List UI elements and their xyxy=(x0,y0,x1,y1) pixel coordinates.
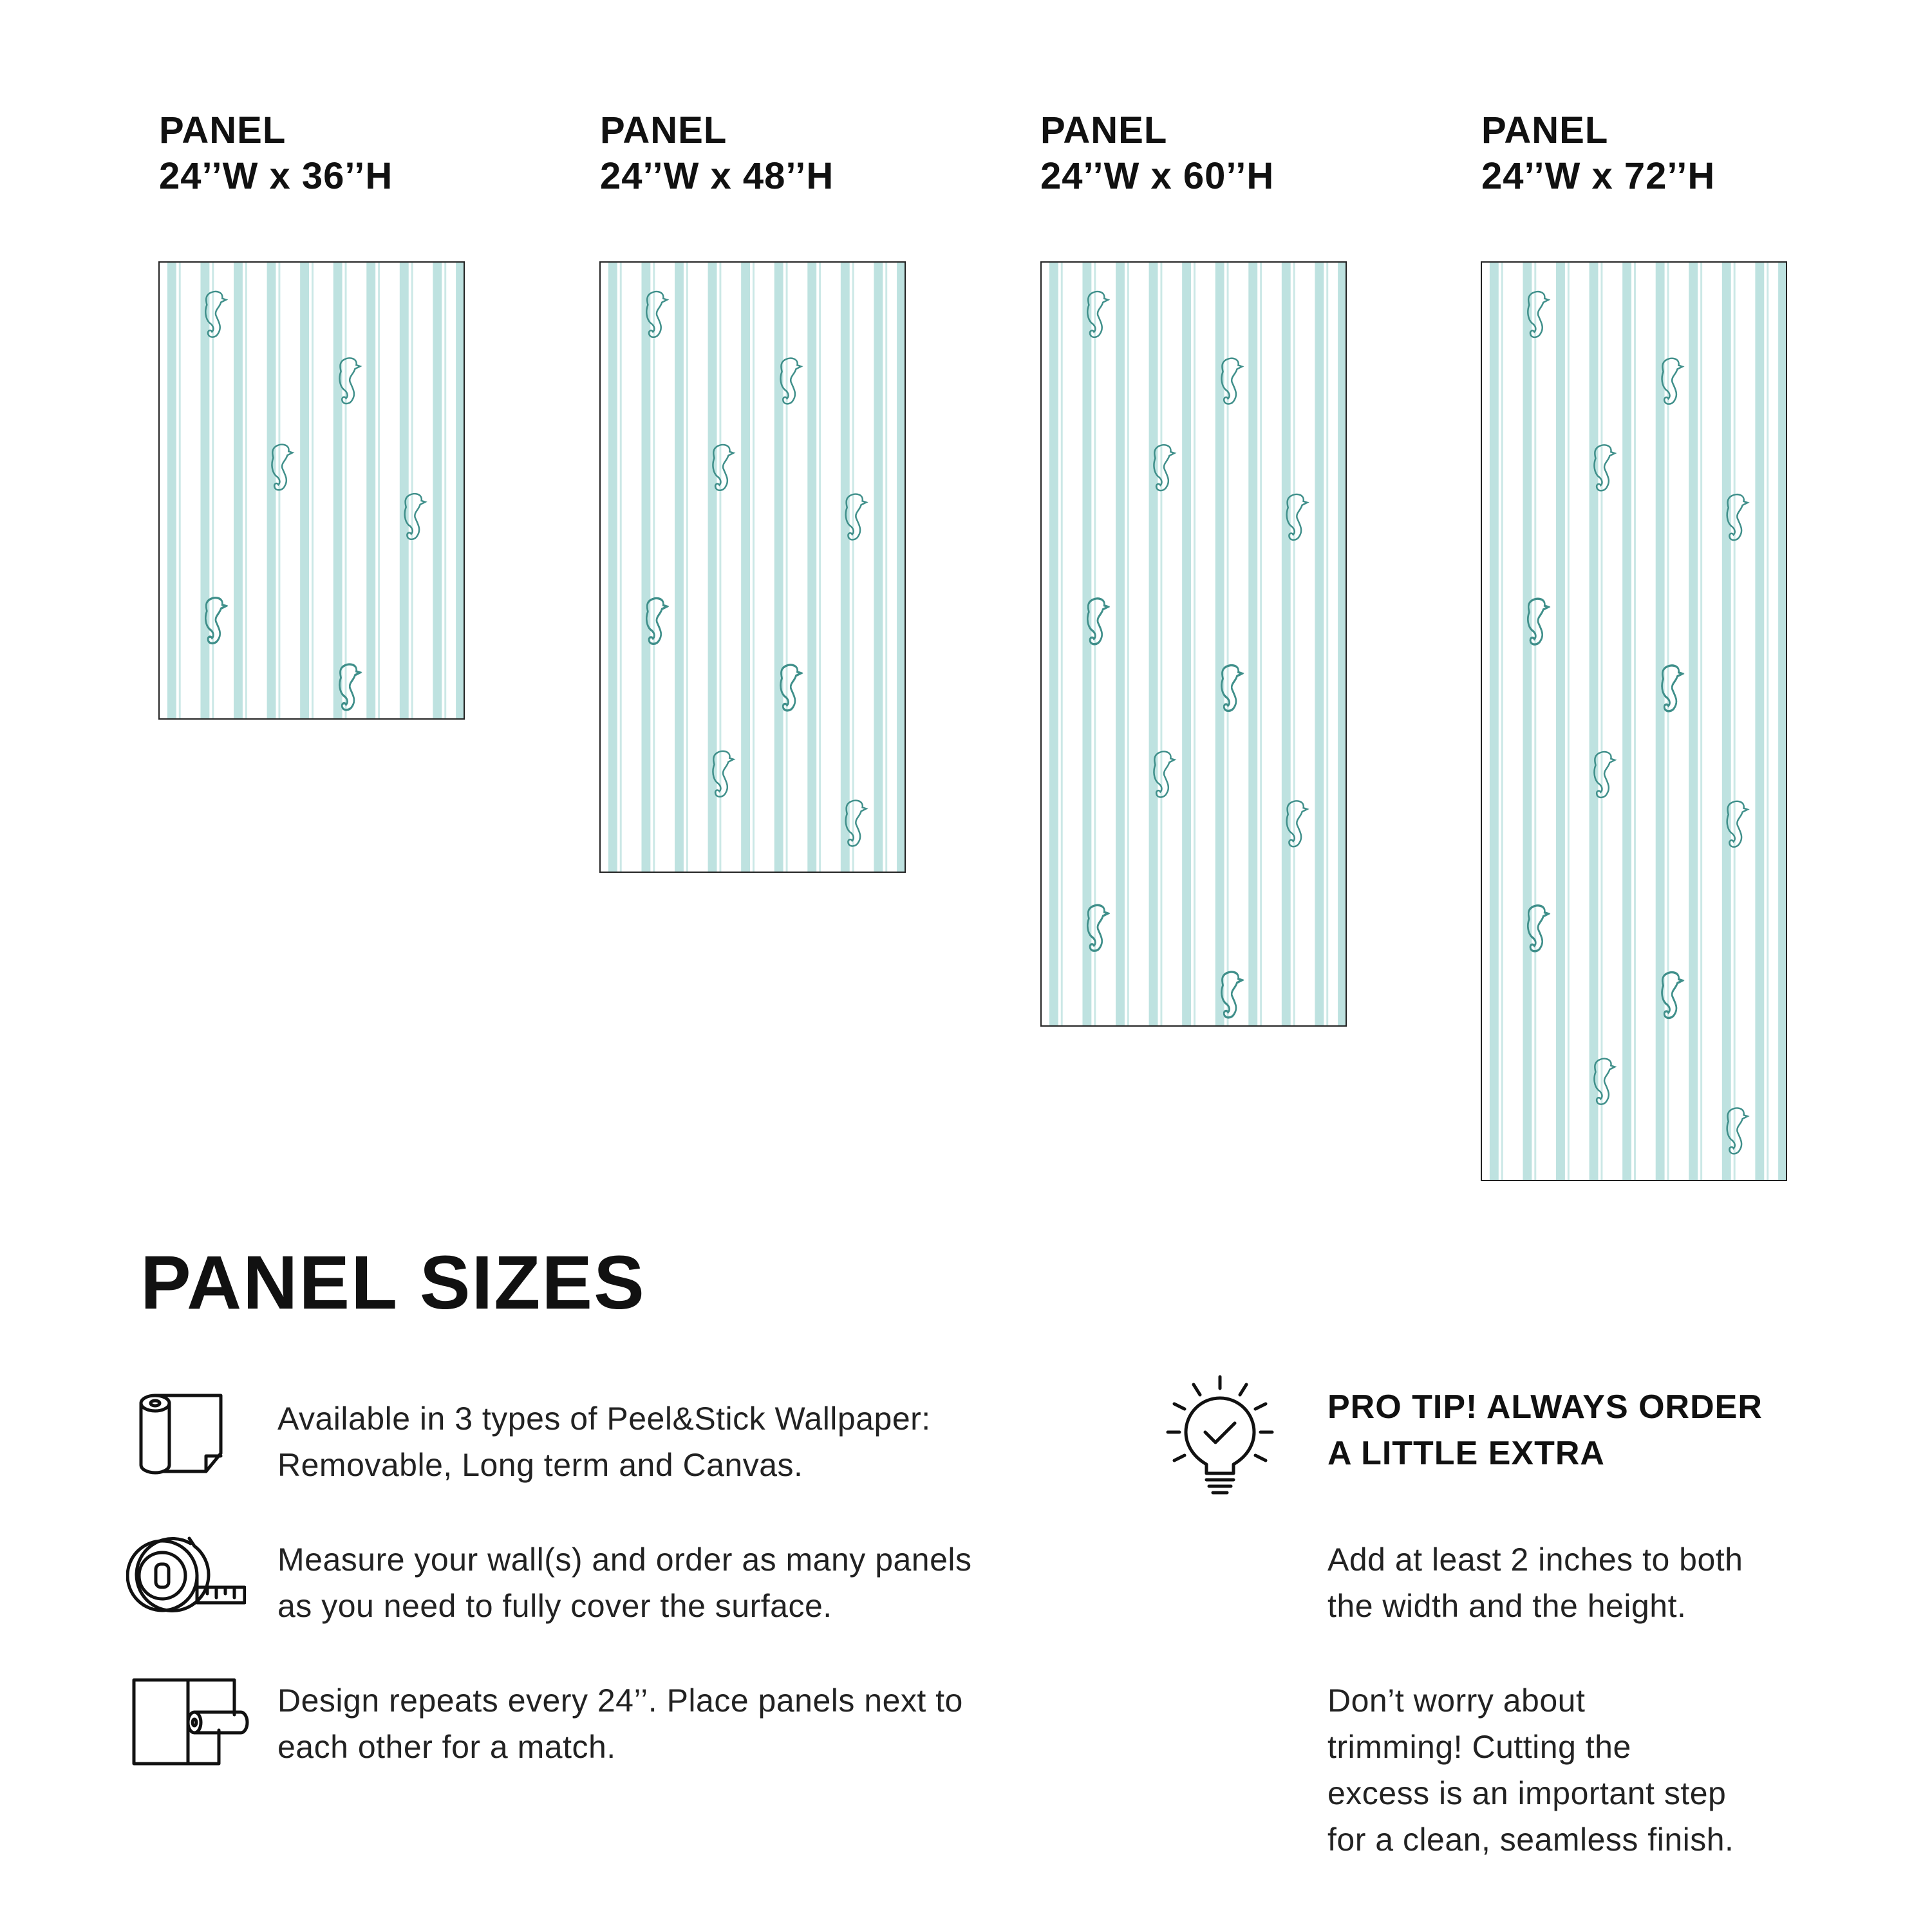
feature-line: Measure your wall(s) and order as many panels xyxy=(277,1542,972,1578)
panel-swatch-36 xyxy=(158,261,465,720)
stripe-thin xyxy=(753,263,755,872)
stripe xyxy=(1315,263,1324,1025)
pro-tip-line: trimming! Cutting the xyxy=(1327,1729,1631,1765)
stripe xyxy=(1778,263,1786,1180)
stripe xyxy=(1590,263,1599,1180)
stripe-thin xyxy=(1600,263,1602,1180)
seahorse-motif xyxy=(1222,971,1243,1017)
seahorse-stripe-pattern xyxy=(1482,263,1786,1180)
stripe xyxy=(1182,263,1191,1025)
pro-tip-title-line: PRO TIP! ALWAYS ORDER xyxy=(1327,1388,1763,1426)
tape-measure-icon xyxy=(126,1531,246,1614)
stripe xyxy=(1656,263,1665,1180)
seahorse-motif xyxy=(1662,665,1683,711)
wallpaper-roll-icon xyxy=(134,1389,224,1479)
stripe xyxy=(608,263,617,872)
seahorse-motif xyxy=(340,358,361,404)
panel-repeat-icon xyxy=(131,1676,251,1766)
stripe-thin xyxy=(1568,263,1570,1180)
stripe xyxy=(1622,263,1631,1180)
stripe xyxy=(267,263,276,718)
stripe-thin xyxy=(1634,263,1636,1180)
panel-size: 24’’W x 48’’H xyxy=(600,154,834,197)
stripe xyxy=(874,263,883,872)
feature-text-types xyxy=(277,1395,931,1488)
stripe xyxy=(167,263,176,718)
stripe xyxy=(1556,263,1565,1180)
panel-size: 24’’W x 72’’H xyxy=(1481,154,1716,197)
stripe-thin xyxy=(686,263,688,872)
panel-title: PANEL xyxy=(600,109,727,151)
stripe xyxy=(300,263,309,718)
panel-swatch-60 xyxy=(1040,261,1347,1027)
stripe-thin xyxy=(1260,263,1262,1025)
stripe-thin xyxy=(786,263,788,872)
panel-label-72 xyxy=(1481,108,1715,200)
panel-title: PANEL xyxy=(1040,109,1168,151)
feature-text-measure xyxy=(277,1536,972,1629)
panel-title: PANEL xyxy=(1481,109,1609,151)
stripe-thin xyxy=(1326,263,1328,1025)
stripe xyxy=(1149,263,1158,1025)
stripe-thin xyxy=(885,263,887,872)
stripe-thin xyxy=(245,263,247,718)
pro-tip-line: for a clean, seamless finish. xyxy=(1327,1822,1734,1858)
stripe-thin xyxy=(1700,263,1702,1180)
stripe xyxy=(1689,263,1698,1180)
panel-title: PANEL xyxy=(159,109,286,151)
stripe xyxy=(1215,263,1224,1025)
stripe xyxy=(1082,263,1091,1025)
stripe-thin xyxy=(179,263,181,718)
stripe-thin xyxy=(1734,263,1736,1180)
stripe xyxy=(1049,263,1058,1025)
stripe-thin xyxy=(312,263,314,718)
stripe xyxy=(1248,263,1257,1025)
pro-tip-line: Add at least 2 inches to both xyxy=(1327,1542,1743,1578)
stripe xyxy=(807,263,816,872)
pro-tip-line: Don’t worry about xyxy=(1327,1683,1586,1719)
stripe-thin xyxy=(444,263,446,718)
feature-text-repeat xyxy=(277,1677,963,1770)
seahorse-motif xyxy=(1222,665,1243,711)
panel-label-36 xyxy=(159,108,393,200)
stripe-thin xyxy=(620,263,622,872)
seahorse-stripe-pattern xyxy=(1042,263,1346,1025)
pro-tip-paragraph-1 xyxy=(1327,1536,1743,1629)
stripe xyxy=(1755,263,1764,1180)
panel-swatch-48 xyxy=(599,261,906,873)
seahorse-stripe-pattern xyxy=(160,263,464,718)
stripe-thin xyxy=(345,263,347,718)
feature-line: each other for a match. xyxy=(277,1729,616,1765)
stripe xyxy=(433,263,442,718)
stripe xyxy=(333,263,342,718)
stripe xyxy=(897,263,905,872)
stripe-thin xyxy=(1194,263,1196,1025)
lightbulb-icon xyxy=(1165,1374,1275,1497)
stripe-thin xyxy=(1293,263,1295,1025)
stripe xyxy=(1722,263,1731,1180)
section-heading: PANEL SIZES xyxy=(140,1240,646,1325)
stripe-thin xyxy=(378,263,380,718)
stripe xyxy=(1523,263,1532,1180)
stripe xyxy=(234,263,243,718)
stripe xyxy=(1338,263,1346,1025)
stripe-thin xyxy=(653,263,655,872)
stripe-thin xyxy=(1767,263,1768,1180)
stripe xyxy=(675,263,684,872)
seahorse-stripe-pattern xyxy=(601,263,905,872)
pro-tip-paragraph-2 xyxy=(1327,1677,1734,1863)
panel-swatch-72 xyxy=(1481,261,1787,1181)
stripe xyxy=(841,263,850,872)
stripe xyxy=(456,263,464,718)
stripe-thin xyxy=(1127,263,1129,1025)
seahorse-motif xyxy=(1662,359,1683,404)
stripe-thin xyxy=(1667,263,1669,1180)
stripe-thin xyxy=(852,263,854,872)
stripe xyxy=(641,263,650,872)
stripe-thin xyxy=(1227,263,1229,1025)
seahorse-motif xyxy=(781,665,802,711)
feature-line: as you need to fully cover the surface. xyxy=(277,1588,832,1624)
stripe xyxy=(741,263,750,872)
pro-tip-line: excess is an important step xyxy=(1327,1775,1727,1811)
pro-tip-title-line: A LITTLE EXTRA xyxy=(1327,1435,1605,1472)
feature-line: Available in 3 types of Peel&Stick Wallpaper: xyxy=(277,1401,931,1437)
stripe xyxy=(366,263,375,718)
pro-tip-title xyxy=(1327,1384,1763,1477)
stripe-thin xyxy=(1061,263,1063,1025)
panel-size: 24’’W x 36’’H xyxy=(159,154,393,197)
pro-tip-line: the width and the height. xyxy=(1327,1588,1687,1624)
stripe-thin xyxy=(1501,263,1503,1180)
stripe xyxy=(1282,263,1291,1025)
seahorse-motif xyxy=(781,359,802,404)
stripe-thin xyxy=(1160,263,1162,1025)
stripe xyxy=(774,263,783,872)
panel-label-60 xyxy=(1040,108,1274,200)
stripe xyxy=(400,263,409,718)
stripe-thin xyxy=(411,263,413,718)
stripe-thin xyxy=(719,263,721,872)
seahorse-motif xyxy=(340,664,361,710)
feature-line: Removable, Long term and Canvas. xyxy=(277,1447,803,1483)
stripe xyxy=(1116,263,1125,1025)
stripe-thin xyxy=(1534,263,1536,1180)
seahorse-motif xyxy=(1222,359,1243,404)
seahorse-motif xyxy=(1662,972,1683,1018)
stripe-thin xyxy=(819,263,821,872)
panel-label-48 xyxy=(600,108,834,200)
stripe xyxy=(1490,263,1499,1180)
panel-size: 24’’W x 60’’H xyxy=(1040,154,1275,197)
feature-line: Design repeats every 24’’. Place panels next to xyxy=(277,1683,963,1719)
